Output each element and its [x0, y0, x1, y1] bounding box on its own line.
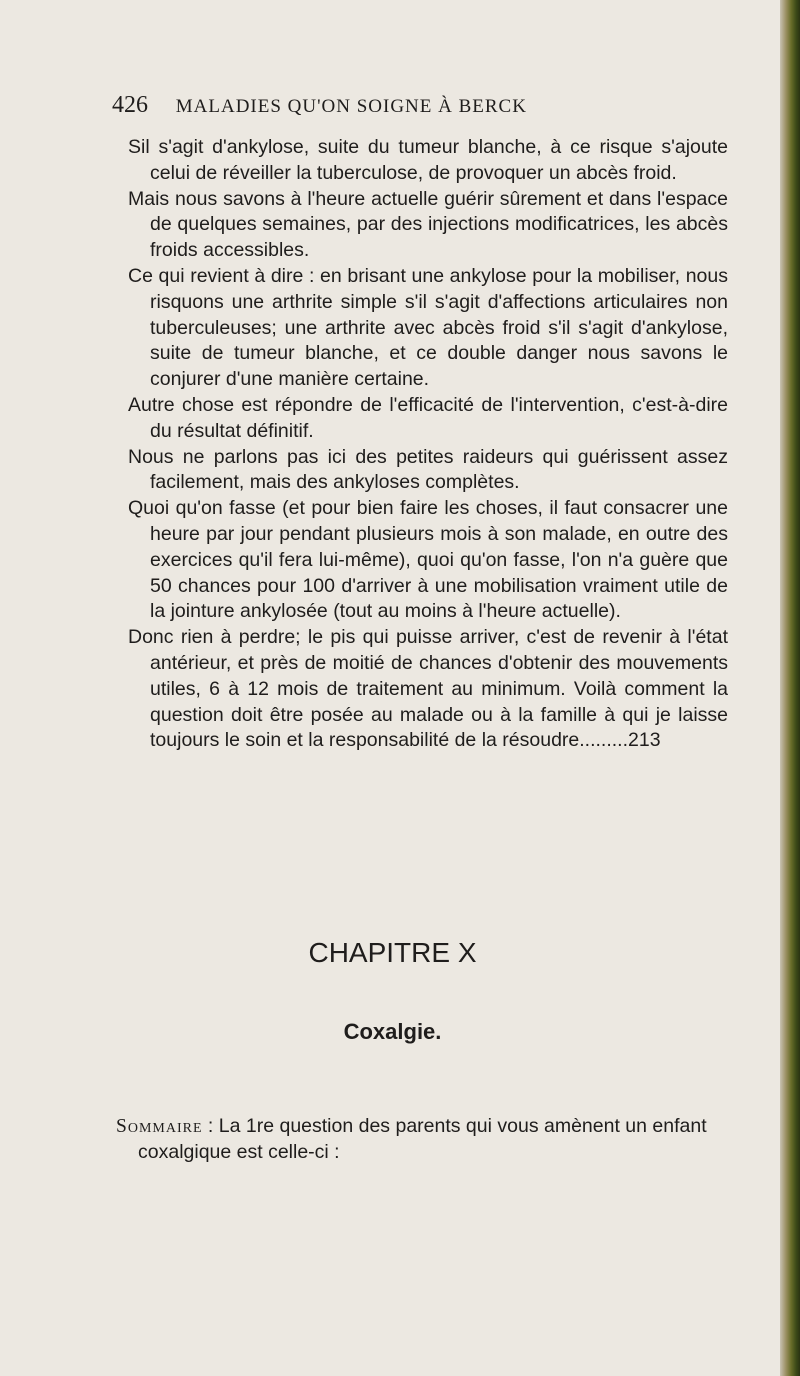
body-text [128, 135, 728, 754]
paragraph: Ce qui revient à dire : en brisant une ankylose pour la mobiliser, nous risquons une arthrite simple s'il s'agit d'affections articulaires non tuberculeuses; une arthrite avec abcès froid s'il s'agit d'ankylose, suite de tumeur blanche, et ce double danger nous savons le conjurer d'une manière certaine. [128, 264, 728, 391]
chapter-heading: CHAPITRE X [308, 937, 477, 968]
paragraph: Nous ne parlons pas ici des petites raideurs qui guérissent assez facilement, mais des ankyloses complètes. [128, 445, 728, 494]
paragraph: Autre chose est répondre de l'efficacité de l'intervention, c'est-à-dire du résultat définitif. [128, 393, 728, 442]
book-edge [780, 0, 800, 1376]
paragraph: Sil s'agit d'ankylose, suite du tumeur blanche, à ce risque s'ajoute celui de réveiller la tuberculose, de provoquer un abcès froid. [128, 136, 728, 184]
chapter-summary [116, 1114, 738, 1166]
running-title: MALADIES QU'ON SOIGNE À BERCK [175, 96, 527, 117]
page-header [112, 92, 712, 126]
paragraph: Quoi qu'on fasse (et pour bien faire les choses, il faut consacrer une heure par jour pendant plusieurs mois à son malade, en outre des exercices qu'il fera lui-même), quoi qu'on fasse, l'on n'a guère que 50 chances pour 100 d'arriver à une mobilisation vraiment utile de la jointure ankylosée (tout au moins à l'heure actuelle). [128, 497, 728, 623]
summary-lead: Sommaire [116, 1116, 203, 1137]
page-number: 426 [112, 92, 148, 118]
paragraph: Donc rien à perdre; le pis qui puisse arriver, c'est de revenir à l'état antérieur, et près de moitié de chances d'obtenir des mouvements utiles, 6 à 12 mois de traitement au minimum. Voilà comment la question doit être posée au malade ou à la famille à qui je laisse toujours le soin et la responsabilité de la résoudre.........213 [128, 626, 728, 752]
chapter-title: Coxalgie. [343, 1019, 442, 1044]
paragraph: Mais nous savons à l'heure actuelle guérir sûrement et dans l'espace de quelques semaines, par des injections modificatrices, les abcès froids accessibles. [128, 187, 728, 262]
summary-text: : La 1re question des parents qui vous amènent un enfant coxalgique est celle-ci : [138, 1115, 707, 1163]
